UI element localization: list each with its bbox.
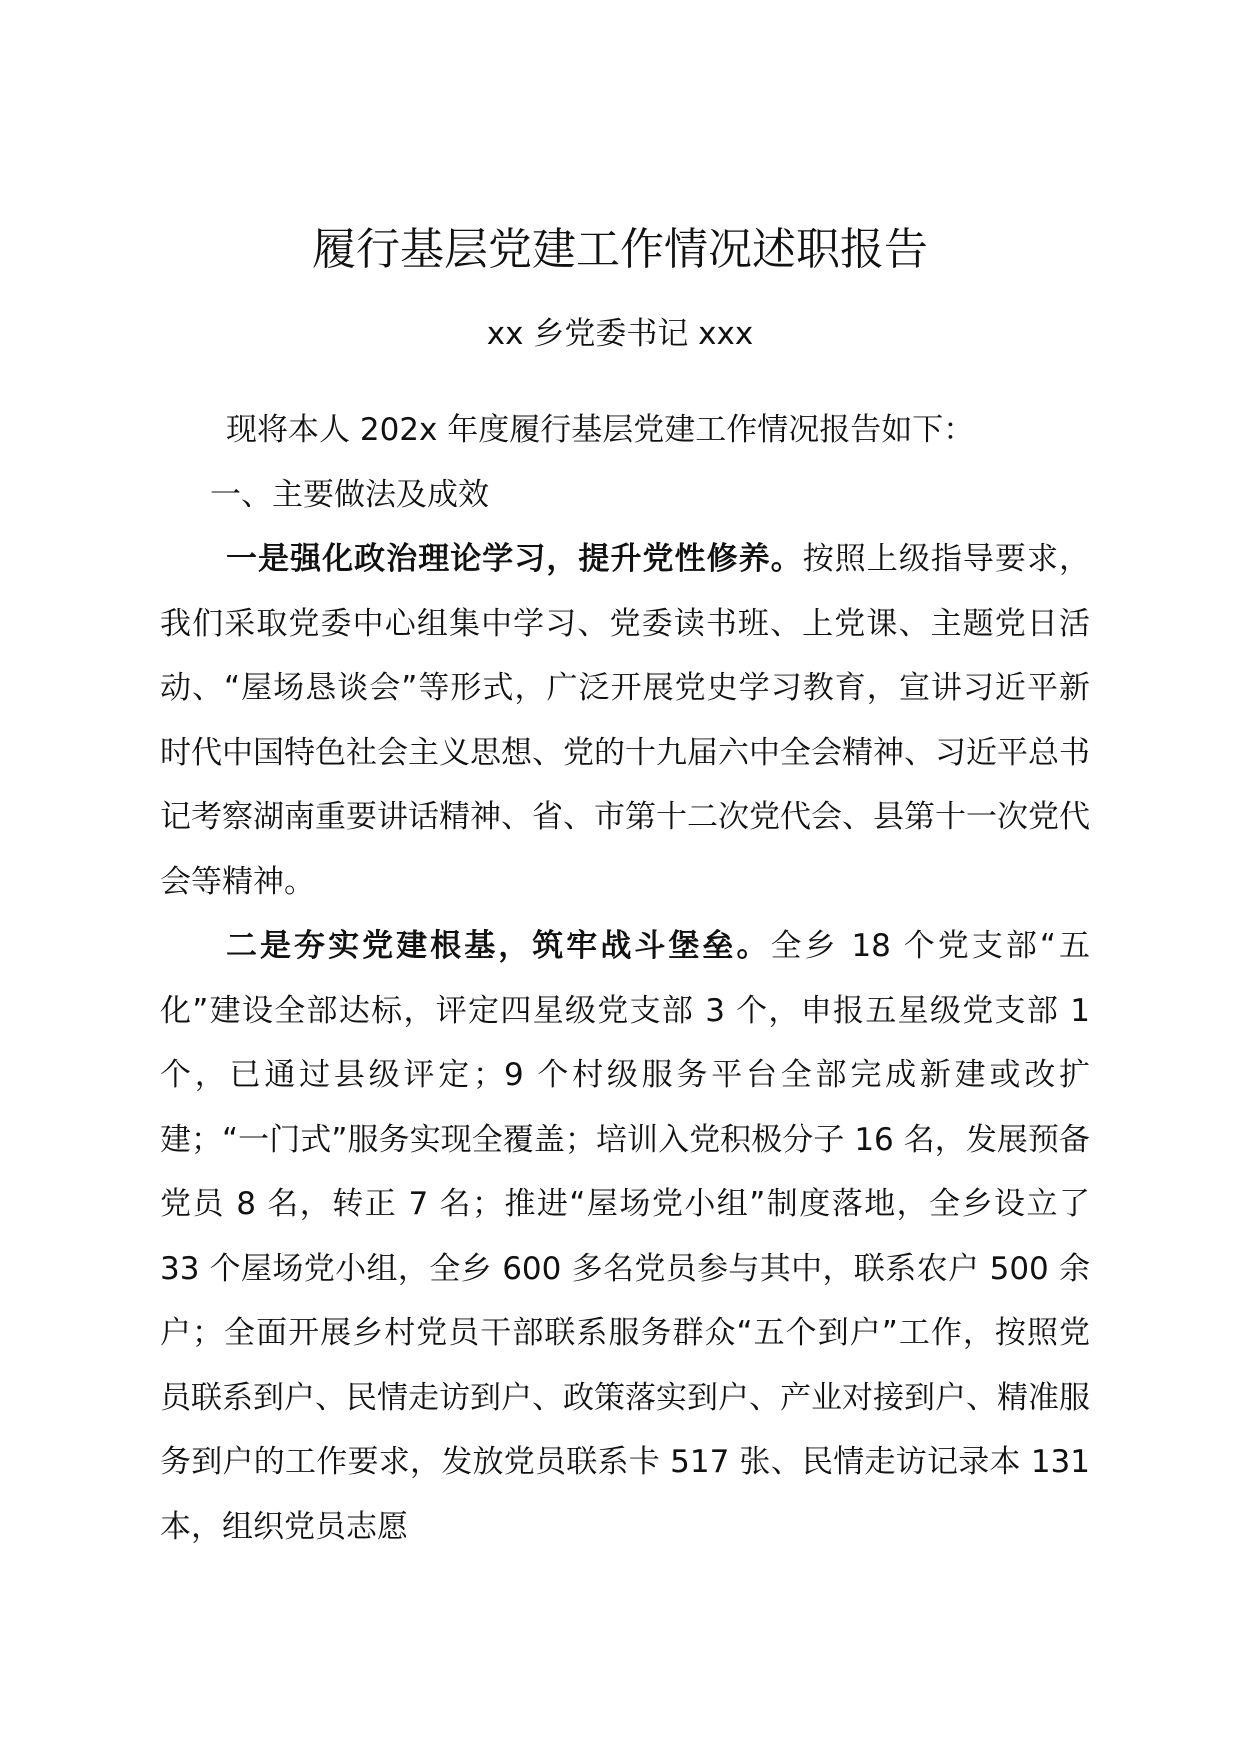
- section-heading: 一、主要做法及成效: [210, 476, 489, 513]
- intro-paragraph: 现将本人 202x 年度履行基层党建工作情况报告如下：: [226, 412, 975, 448]
- paragraph-1-text: 按照上级指导要求，我们采取党委中心组集中学习、党委读书班、上党课、主题党日活动、“屋场恳谈会”等形式，广泛开展党史学习教育，宣讲习近平新时代中国特色社会主义思想、党的十九届六中全会精神、习近平总书记考察湖南重要讲话精神、省、市第十二次党代会、县第十一次党代会等精神。: [160, 541, 1091, 900]
- paragraph-2-lead: 二是夯实党建根基，筑牢战斗堡垒。: [226, 928, 771, 964]
- paragraph-2-text: 全乡 18 个党支部“五化”建设全部达标，评定四星级党支部 3 个，申报五星级党支部 1 个，已通过县级评定；9 个村级服务平台全部完成新建或改扩建；“一门式”服务实现全覆盖；培训入党积极分子 16 名，发展预备党员 8 名，转正 7 名；推进“屋场党小组”制度落地，全乡设立了 33 个屋场党小组，全乡 600 多名党员参与其中，联系农户 500 余户；全面开展乡村党员干部联系服务群众“五个到户”工作，按照党员联系到户、民情走访到户、政策落实到户、产业对接到户、精准服务到户的工作要求，发放党员联系卡 517 张、民情走访记录本 131 本，组织党员志愿: [160, 928, 1090, 1545]
- document-body: [160, 398, 1090, 1559]
- paragraph-2: [160, 914, 1090, 1559]
- paragraph-1-lead: 一是强化政治理论学习，提升党性修养。: [226, 541, 803, 577]
- paragraph-1: [160, 527, 1090, 914]
- author-line: xx 乡党委书记 xxx: [486, 316, 754, 352]
- document-title: 履行基层党建工作情况述职报告: [312, 224, 928, 275]
